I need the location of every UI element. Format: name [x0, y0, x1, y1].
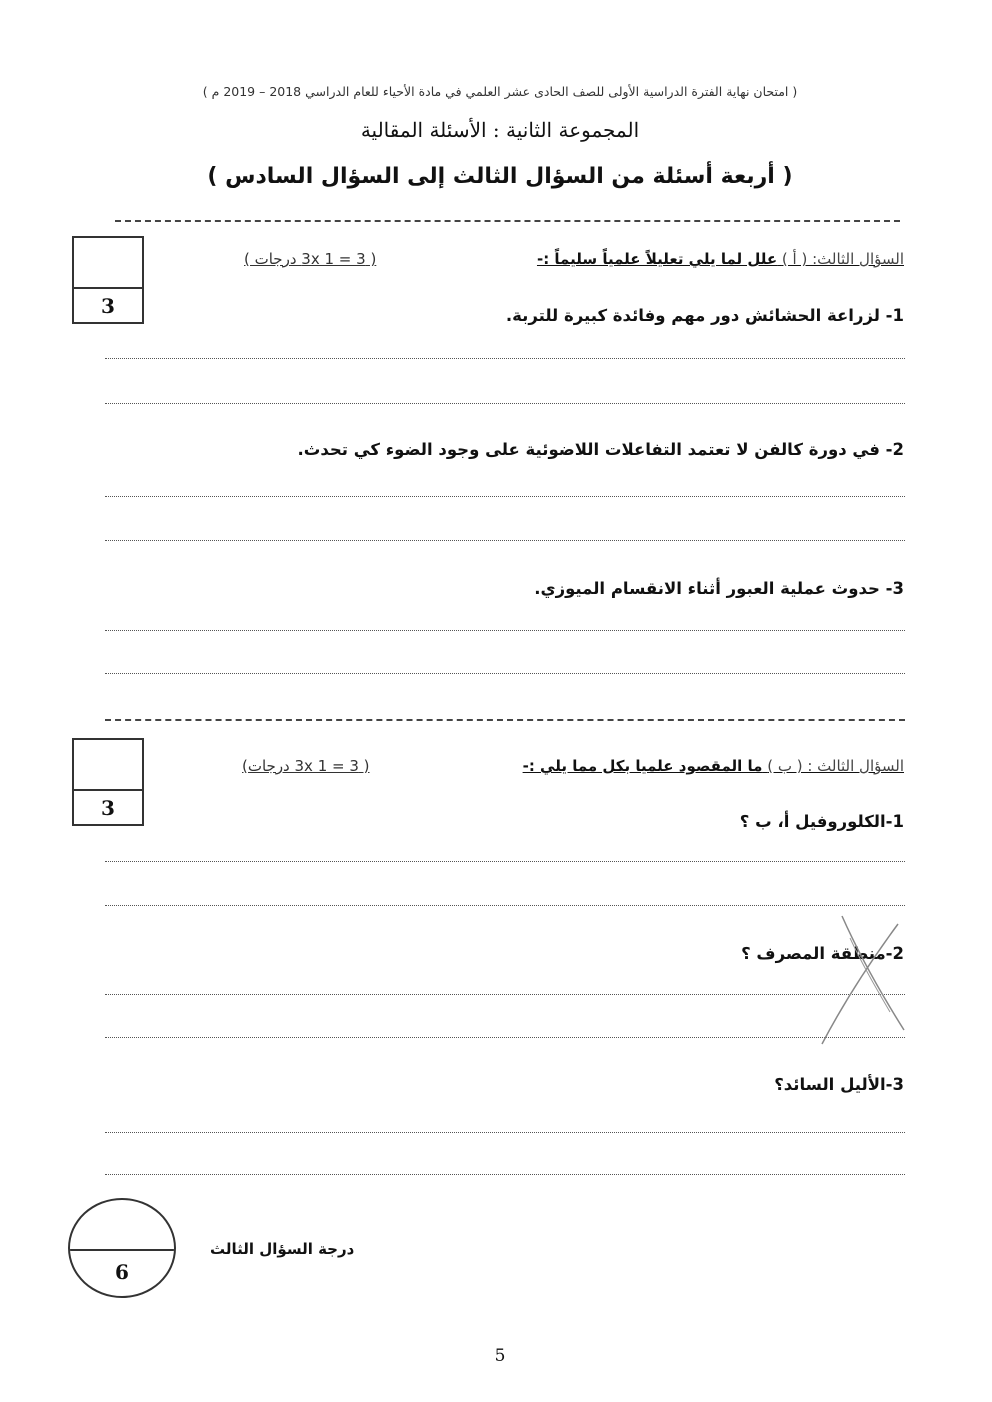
separator-top [115, 220, 900, 222]
score-box-max: 3 [101, 796, 115, 820]
marks-part-b: ( 3x 1 = 3 درجات) [242, 757, 370, 775]
question-label: السؤال الثالث: ( أ ) [781, 250, 904, 268]
pencil-cross-mark [810, 912, 910, 1047]
answer-line[interactable] [105, 905, 905, 906]
separator-middle [105, 719, 905, 721]
question-item-b2: 2-منطقة المصرف ؟ [741, 944, 904, 963]
question-header-part-a [537, 250, 904, 268]
question-header-part-b [523, 757, 904, 775]
question-item-a3: 3- حدوث عملية العبور أثناء الانقسام الميوزي. [534, 579, 904, 598]
total-score-max: 6 [115, 1260, 129, 1284]
question-task: علل لما يلي تعليلاً علمياً سليماً :- [536, 250, 778, 268]
answer-line[interactable] [105, 540, 905, 541]
question-task: ما المقصود علميا بكل مما يلي :- [522, 757, 763, 775]
question-item-b1: 1-الكلوروفيل أ، ب ؟ [739, 812, 904, 831]
answer-line[interactable] [105, 496, 905, 497]
subtitle: ( أربعة أسئلة من السؤال الثالث إلى السؤال السادس ) [207, 164, 793, 189]
answer-line[interactable] [105, 630, 905, 631]
page-number: 5 [494, 1346, 506, 1366]
group-title: المجموعة الثانية : الأسئلة المقالية [360, 118, 640, 142]
question-item-a2: 2- في دورة كالفن لا تعتمد التفاعلات اللاضوئية على وجود الضوء كي تحدث. [297, 440, 904, 459]
score-box-max: 3 [101, 294, 115, 318]
question-item-a1: 1- لزراعة الحشائش دور مهم وفائدة كبيرة للتربة. [505, 306, 904, 325]
circle-divider [70, 1249, 174, 1251]
marks-part-a: ( 3x 1 = 3 درجات ) [244, 250, 377, 268]
answer-line[interactable] [105, 673, 905, 674]
question-label: السؤال الثالث : ( ب ) [767, 757, 904, 775]
question-item-b3: 3-الأليل السائد؟ [774, 1075, 904, 1094]
answer-line[interactable] [105, 994, 905, 995]
score-box-part-a [72, 236, 144, 324]
total-score-circle [68, 1198, 176, 1298]
score-box-blank [74, 740, 142, 791]
answer-line[interactable] [105, 1037, 905, 1038]
score-box-part-b [72, 738, 144, 826]
answer-line[interactable] [105, 358, 905, 359]
score-box-blank [74, 238, 142, 289]
answer-line[interactable] [105, 861, 905, 862]
total-score-label: درجة السؤال الثالث [210, 1240, 355, 1258]
exam-title: ( امتحان نهاية الفترة الدراسية الأولى للصف الحادى عشر العلمي في مادة الأحياء للعام الدراسي 2018 – 2019 م ) [202, 84, 798, 99]
answer-line[interactable] [105, 403, 905, 404]
answer-line[interactable] [105, 1174, 905, 1175]
answer-line[interactable] [105, 1132, 905, 1133]
